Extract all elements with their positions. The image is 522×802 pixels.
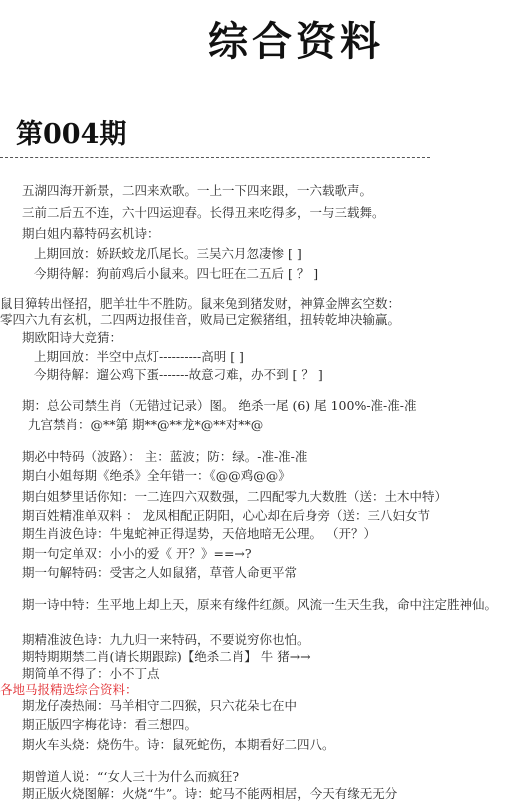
text-line: 期必中特码（波路）： 主：蓝波；防：绿。-准-准-准 bbox=[22, 449, 308, 464]
text-line: 期白姐梦里话你知：一二连四六双数强，二四配零九大数胜（送：土木中特） bbox=[22, 489, 448, 504]
text-line: 期一诗中特：生平地上却上天，原来有缘件红颜。风流一生天生我，命中注定胜神仙。 bbox=[22, 597, 498, 612]
document-title: 综合资料 bbox=[208, 18, 384, 65]
text-line: 期白小姐每期《绝杀》全年错一：《@@鸡@@》 bbox=[22, 468, 291, 483]
issue-number: 第004期 bbox=[16, 119, 127, 150]
text-line: 三前二后五不连，六十四运迎春。长得丑来吃得多，一与三载舞。 bbox=[22, 205, 385, 220]
text-line: 上期回放：半空中点灯----------高明 [ ] bbox=[34, 349, 244, 364]
section-heading-red: 各地马报精选综合资料： bbox=[0, 682, 138, 697]
text-line: 期曾道人说：“‘女人三十为什么而疯狂? bbox=[22, 769, 240, 784]
text-line: 期生肖波色诗：牛鬼蛇神正得逞势，天倍地暗无公理。 （开？） bbox=[22, 526, 376, 541]
text-line: 九宫禁肖：@**第 期**@**龙*@**对**@ bbox=[28, 417, 264, 432]
text-line: 今期待解：狗前鸡后小鼠来。四七旺在二五后 [ ？ ] bbox=[34, 266, 319, 281]
text-line: 期龙仔凑热闹：马羊相守二四猴，只六花朵七在中 bbox=[22, 698, 298, 713]
text-line: 期特期期禁二肖(请长期跟踪)【绝杀二肖】 牛 猪→→ bbox=[22, 649, 311, 664]
text-line: 鼠目獐转出怪招，肥羊壮牛不胜防。鼠来兔到猪发财，神算金牌玄空数： bbox=[0, 296, 401, 311]
text-line: 期正版火烧图解：火烧“牛”。诗：蛇马不能两相居，今天有缘无无分 bbox=[22, 786, 398, 801]
text-line: 期简单不得了：小不丁点 bbox=[22, 666, 160, 681]
text-line: 今期待解：遛公鸡下蛋-------故意刁难，办不到 [ ？ ] bbox=[34, 367, 323, 382]
text-line: 零四六九有玄机，二四两边报佳音，败局已定猴猪组，扭转乾坤决输赢。 bbox=[0, 312, 401, 327]
text-line: 期一句定单双：小小的爱《 开？》==→? bbox=[22, 546, 252, 561]
text-line: 期白姐内幕特码玄机诗： bbox=[22, 226, 160, 241]
text-line: 期精准波色诗：九九归一来特码，不要说穷你也怕。 bbox=[22, 632, 310, 647]
text-line: 上期回放：娇跃蛟龙爪尾长。三吴六月忽凄惨 [ ] bbox=[34, 246, 302, 261]
text-line: 期火车头烧：烧伤牛。诗：鼠死蛇伤，本期看好二四八。 bbox=[22, 737, 335, 752]
text-line: 期欧阳诗大竞猜： bbox=[22, 330, 123, 345]
text-line: 期一句解特码：受害之人如鼠猪，草菅人命更平常 bbox=[22, 565, 298, 580]
text-line: 五湖四海开新景，二四来欢歌。一上一下四来跟，一六载歌声。 bbox=[22, 183, 373, 198]
text-line: 期百姓精准单双料 ： 龙凤相配正阴阳，心心却在后身旁（送：三八妇女节 bbox=[22, 508, 430, 523]
text-line: 期正版四字梅花诗：看三想四。 bbox=[22, 717, 198, 732]
text-line: 期：总公司禁生肖（无错过记录）图。 绝杀一尾 (6) 尾 100%-准-准-准 bbox=[22, 398, 417, 413]
